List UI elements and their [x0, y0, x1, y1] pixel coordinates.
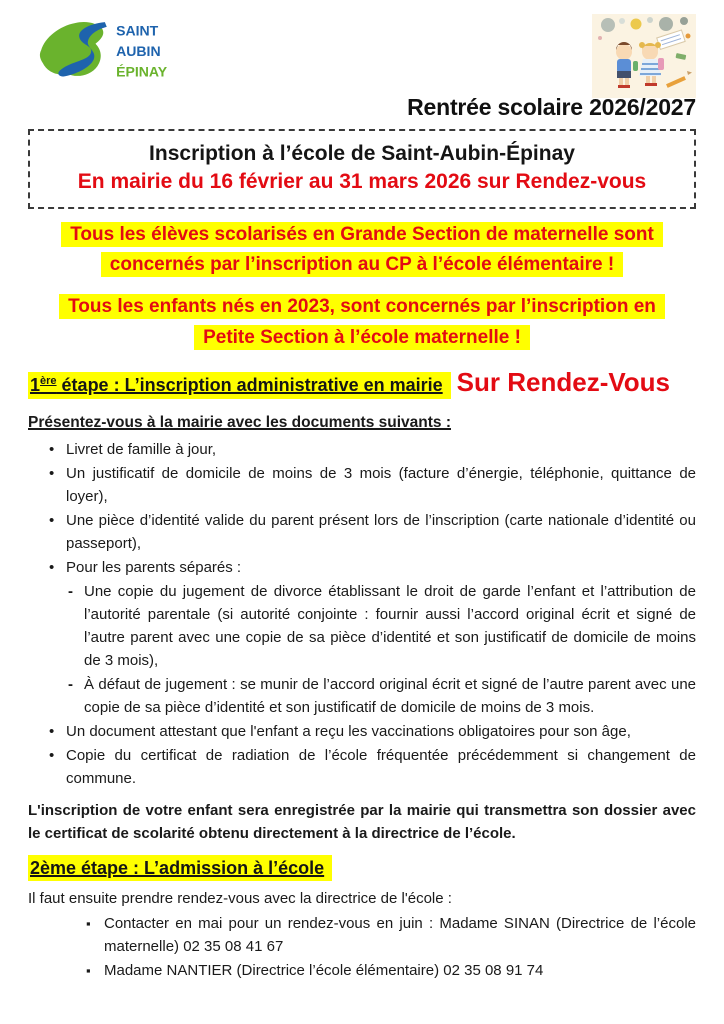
step2-list [28, 912, 696, 982]
logo-text-line2: AUBIN [116, 42, 161, 59]
list-item: ▪ Madame NANTIER (Directrice l’école élémentaire) 02 35 08 91 74 [28, 959, 696, 982]
page-title: Rentrée scolaire 2026/2027 [407, 94, 696, 120]
logo-text-line3: ÉPINAY [116, 63, 168, 80]
step1-title [28, 372, 451, 399]
children-illustration [592, 14, 696, 98]
list-subitem: - Une copie du jugement de divorce établissant le droit de garde l’enfant et l’attribution de l’autorité parentale (si autorité conjointe : fournir aussi l’accord original écrit et signé de l’autre parent avec une copie de sa pièce d’identité et son justificatif de domicile de moins de 3 mois), [28, 580, 696, 672]
registration-note: L'inscription de votre enfant sera enregistrée par la mairie qui transmettra son dossier avec le certificat de scolarité obtenu directement à la directrice de l’école. [28, 801, 696, 842]
step2-heading [28, 858, 696, 879]
step2-title: 2ème étape : L’admission à l’école [28, 855, 332, 881]
page-header [28, 14, 696, 98]
list-item: • Copie du certificat de radiation de l’école fréquentée précédemment si changement de commune. [28, 744, 696, 790]
notice-grande-section-text: Tous les élèves scolarisés en Grande Section de maternelle sont concernés par l’inscription au CP à l’école élémentaire ! [61, 222, 663, 278]
list-item: • Livret de famille à jour, [28, 438, 696, 461]
step1-rdv-emphasis: Sur Rendez-Vous [456, 366, 670, 397]
logo-text-line1: SAINT [116, 22, 159, 39]
notice-petite-section [28, 292, 696, 354]
list-item: • Une pièce d’identité valide du parent présent lors de l’inscription (carte nationale d’identité ou passeport), [28, 509, 696, 555]
step1-ordinal-suffix: ère [40, 374, 57, 387]
banner-line2: En mairie du 16 février au 31 mars 2026 sur Rendez-vous [77, 170, 647, 194]
list-item: • Un document attestant que l'enfant a reçu les vaccinations obligatoires pour son âge, [28, 720, 696, 743]
banner-line1: Inscription à l’école de Saint-Aubin-Épinay [149, 142, 575, 165]
step1-title-text: étape : L’inscription administrative en mairie [56, 374, 443, 395]
documents-list [28, 438, 696, 790]
list-item: • Pour les parents séparés : [28, 556, 696, 579]
list-subitem: - À défaut de jugement : se munir de l’accord original écrit et signé de l’autre parent avec une copie de sa pièce d’identité et son justificatif de domicile de moins de 3 mois. [28, 673, 696, 719]
step2-intro: Il faut ensuite prendre rendez-vous avec la directrice de l'école : [28, 889, 452, 907]
step1-number: 1 [30, 374, 41, 395]
list-item: • Un justificatif de domicile de moins de 3 mois (facture d’énergie, téléphonie, quittance de loyer), [28, 462, 696, 508]
commune-logo [28, 14, 178, 94]
step1-heading [28, 367, 696, 399]
notice-petite-section-text: Tous les enfants nés en 2023, sont concernés par l’inscription en Petite Section à l’école maternelle ! [59, 294, 665, 350]
notice-grande-section [28, 220, 696, 282]
list-item: ▪ Contacter en mai pour un rendez-vous en juin : Madame SINAN (Directrice de l’école maternelle) 02 35 08 41 67 [28, 912, 696, 958]
documents-intro: Présentez-vous à la mairie avec les documents suivants : [28, 413, 451, 431]
banner-box [28, 129, 696, 209]
